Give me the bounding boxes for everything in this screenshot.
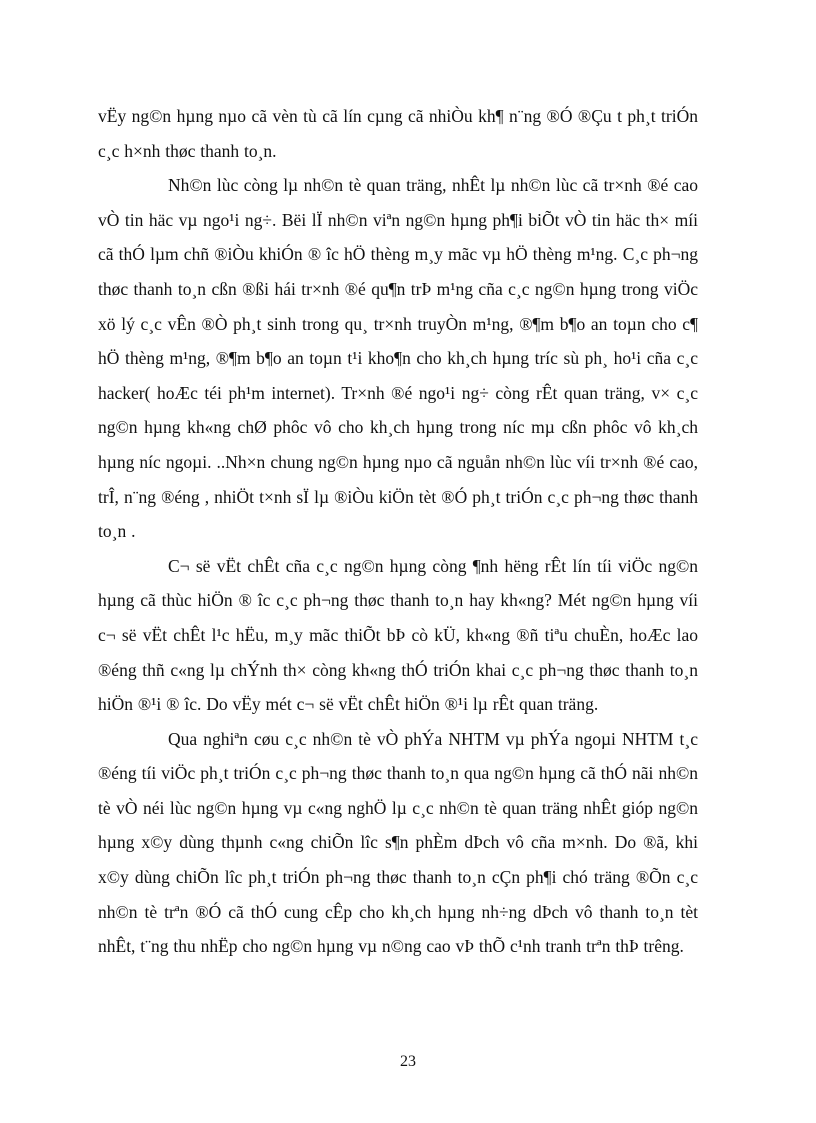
paragraph-2: Nh©n lùc còng lµ nh©n tè quan träng, nhÊt lµ nh©n lùc cã tr×nh ®é cao vÒ tin häc vµ ngo¹i ng÷. Bëi lÏ nh©n viªn ng©n hµng ph¶i biÕt vÒ tin häc th× míi cã thÓ lµm chñ ®iÒu khiÓn ® îc hÖ thèng m¸y mãc vµ hÖ thèng m¹ng. C¸c ph¬ng thøc thanh to¸n cßn ®ßi hái tr×nh ®é qu¶n trÞ m¹ng cña c¸c ng©n hµng trong viÖc xö lý c¸c vÊn ®Ò ph¸t sinh trong qu¸ tr×nh truyÒn m¹ng, ®¶m b¶o an toµn cho c¶ hÖ thèng m¹ng, ®¶m b¶o an toµn t¹i kho¶n cho kh¸ch hµng tríc sù ph¸ ho¹i cña c¸c hacker( hoÆc téi ph¹m internet). Tr×nh ®é ngo¹i ng÷ còng rÊt quan träng, v× c¸c ng©n hµng kh«ng chØ phôc vô cho kh¸ch hµng trong níc mµ cßn phôc vô kh¸ch hµng níc ngoµi. ..Nh×n chung ng©n hµng nµo cã nguån nh©n lùc víi tr×nh ®é cao, trÎ, n¨ng ®éng , nhiÖt t×nh sÏ lµ ®iÒu kiÖn tèt ®Ó ph¸t triÓn c¸c ph¬ng thøc thanh to¸n .: [98, 175, 698, 542]
paragraph-3: C¬ së vËt chÊt cña c¸c ng©n hµng còng ¶nh hëng rÊt lín tíi viÖc ng©n hµng cã thùc hiÖn ® îc c¸c ph¬ng thøc thanh to¸n hay kh«ng? Mét ng©n hµng víi c¬ së vËt chÊt l¹c hËu, m¸y mãc thiÕt bÞ cò kÜ, kh«ng ®ñ tiªu chuÈn, hoÆc lao ®éng thñ c«ng lµ chÝnh th× còng kh«ng thÓ triÓn khai c¸c ph¬ng thøc thanh to¸n hiÖn ®¹i ® îc. Do vËy mét c¬ së vËt chÊt hiÖn ®¹i lµ rÊt quan träng.: [98, 555, 698, 715]
body-text: [98, 99, 698, 964]
page-number: 23: [400, 1053, 416, 1070]
paragraph-1: vËy ng©n hµng nµo cã vèn tù cã lín cµng cã nhiÒu kh¶ n¨ng ®Ó ®Çu t ph¸t triÓn c¸c h×nh thøc thanh to¸n.: [98, 106, 698, 161]
paragraph-4: Qua nghiªn cøu c¸c nh©n tè vÒ phÝa NHTM vµ phÝa ngoµi NHTM t¸c ®éng tíi viÖc ph¸t triÓn c¸c ph¬ng thøc thanh to¸n qua ng©n hµng cã thÓ nãi nh©n tè vÒ néi lùc ng©n hµng vµ c«ng nghÖ lµ c¸c nh©n tè quan träng nhÊt gióp ng©n hµng x©y dùng thµnh c«ng chiÕn lîc s¶n phÈm dÞch vô cña m×nh. Do ®ã, khi x©y dùng chiÕn lîc ph¸t triÓn ph¬ng thøc thanh to¸n cÇn ph¶i chó träng ®Õn c¸c nh©n tè trªn ®Ó cã thÓ cung cÊp cho kh¸ch hµng nh÷ng dÞch vô thanh to¸n tèt nhÊt, t¨ng thu nhËp cho ng©n hµng vµ n©ng cao vÞ thÕ c¹nh tranh trªn thÞ trêng.: [98, 728, 698, 957]
